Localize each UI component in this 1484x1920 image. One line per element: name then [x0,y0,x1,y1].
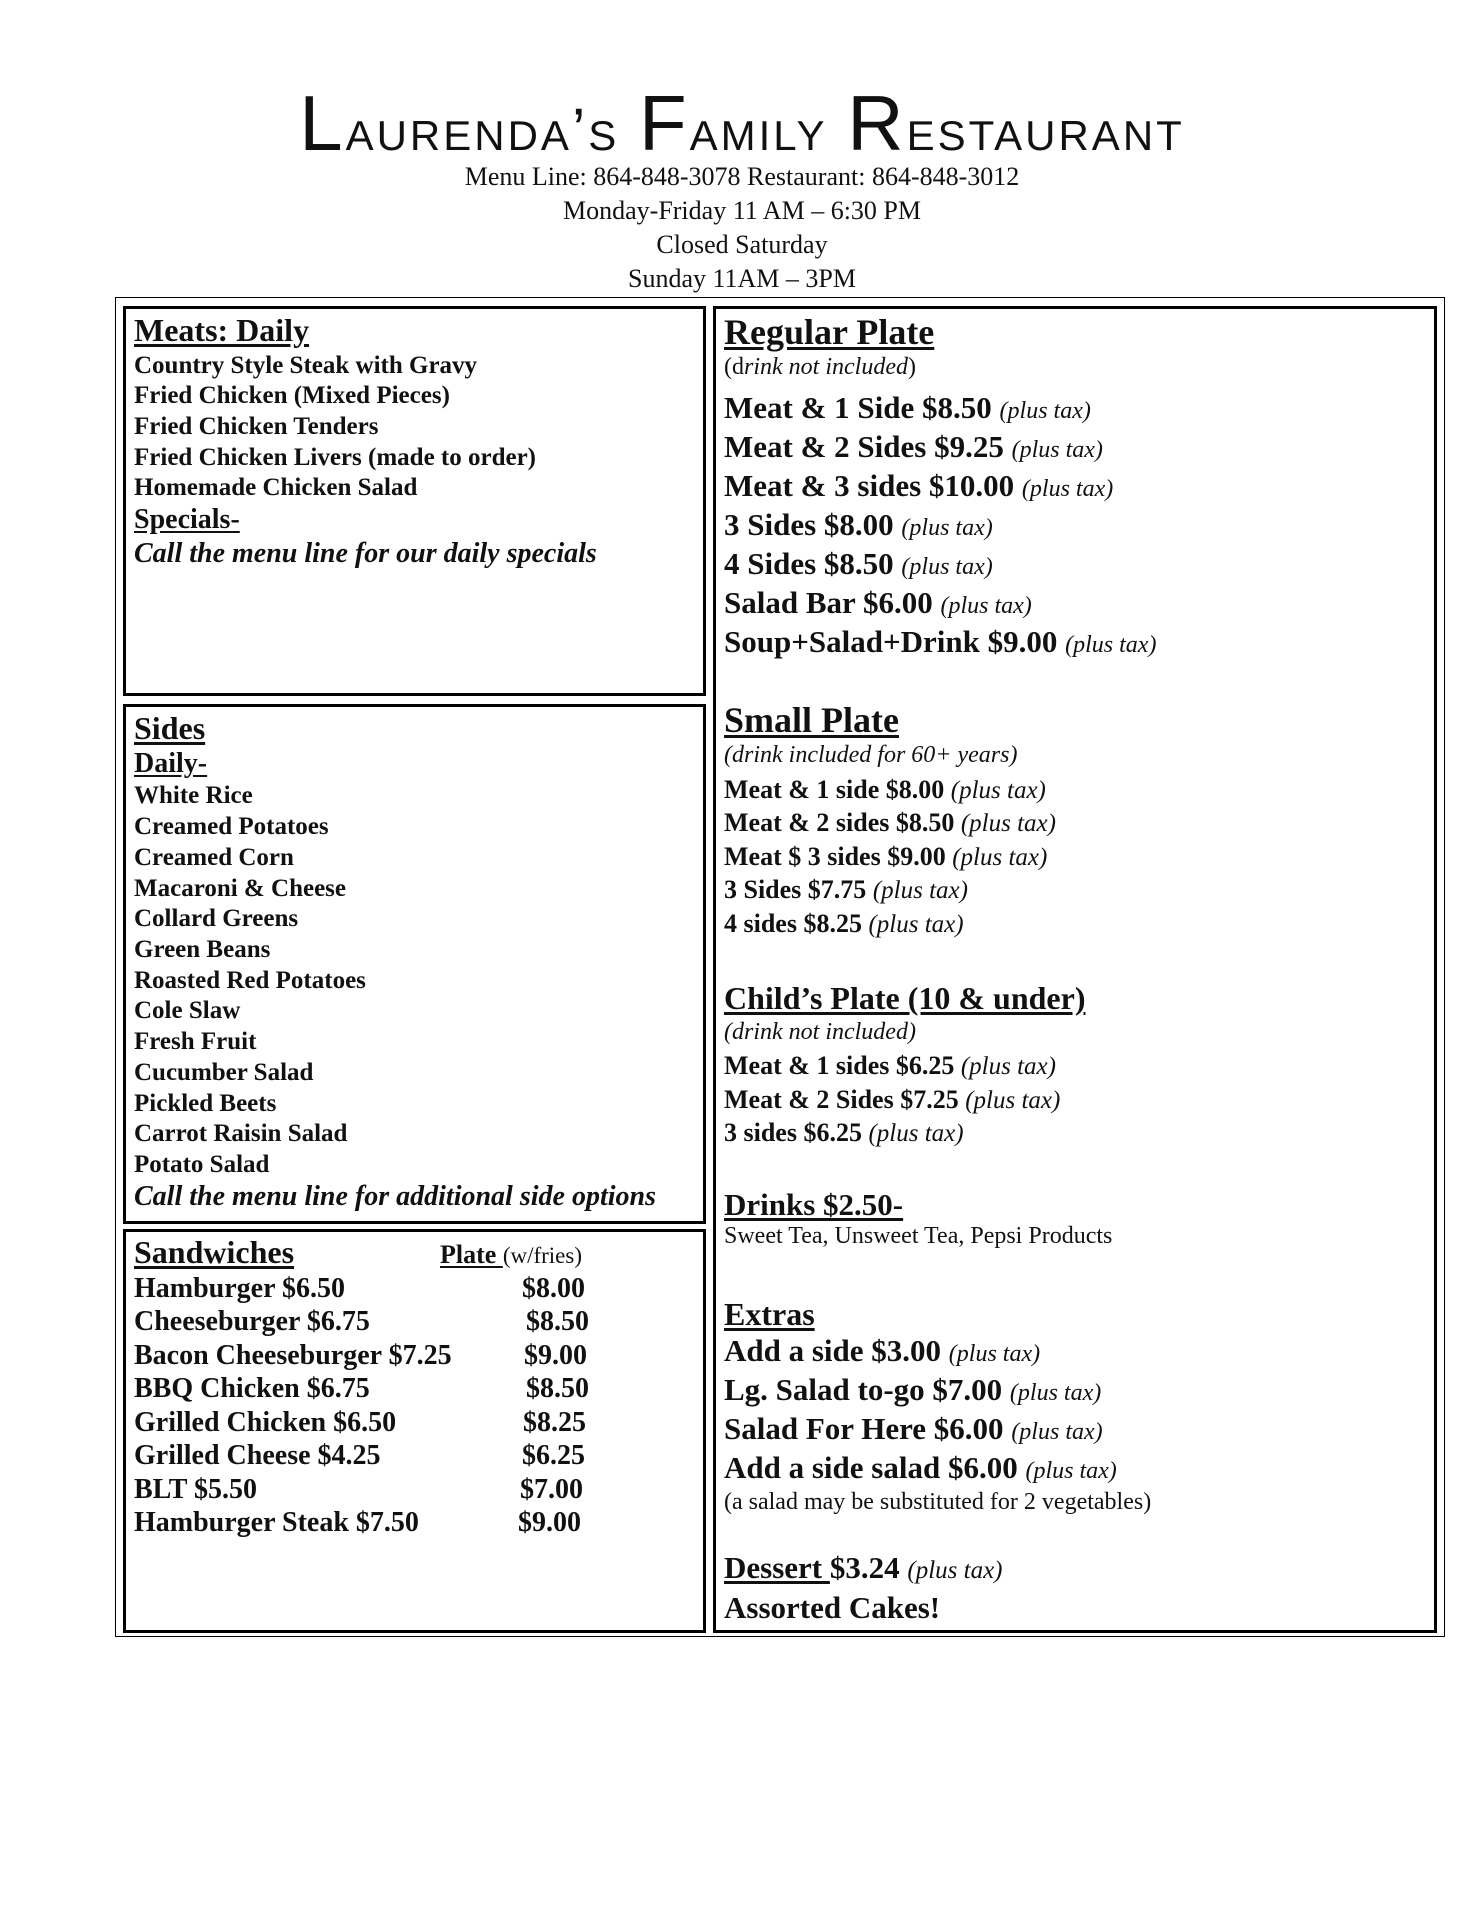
regular-plate-item: Salad Bar $6.00 (plus tax) [724,585,1032,620]
sandwich-name: Grilled Cheese $4.25 [134,1440,381,1471]
side-item: Creamed Corn [134,844,294,871]
small-plate-item: 4 sides $8.25 (plus tax) [724,909,964,938]
regular-plate-item: Soup+Salad+Drink $9.00 (plus tax) [724,624,1157,659]
small-plate-item: Meat & 1 side $8.00 (plus tax) [724,775,1046,804]
side-item: Cole Slaw [134,997,241,1024]
hours-sunday: Sunday 11AM – 3PM [627,264,856,293]
extras-item: Add a side $3.00 (plus tax) [724,1333,1041,1368]
regular-plate-item: 3 Sides $8.00 (plus tax) [724,507,993,542]
regular-plate-note: (drink not included) [724,354,916,380]
side-item: Macaroni & Cheese [134,875,346,902]
sandwich-plate-price: $7.00 [520,1474,583,1505]
extras-note: (a salad may be substituted for 2 vegetables) [724,1489,1152,1515]
side-item: Green Beans [134,936,271,963]
dessert-subline: Assorted Cakes! [724,1590,941,1625]
sandwich-plate-price: $8.00 [522,1273,585,1304]
side-item: Cucumber Salad [134,1059,314,1086]
plate-header: Plate (w/fries) [440,1240,582,1269]
drinks-list: Sweet Tea, Unsweet Tea, Pepsi Products [724,1223,1113,1249]
sandwich-plate-price: $8.25 [523,1407,586,1438]
meats-heading: Meats: Daily [134,312,310,348]
regular-plate-item: Meat & 2 Sides $9.25 (plus tax) [724,429,1103,464]
regular-plate-item: Meat & 1 Side $8.50 (plus tax) [724,390,1091,425]
side-item: Fresh Fruit [134,1028,257,1055]
child-plate-item: Meat & 2 Sides $7.25 (plus tax) [724,1085,1061,1114]
side-item: Carrot Raisin Salad [134,1120,348,1147]
specials-note: Call the menu line for our daily specials [134,538,597,569]
child-plate-item: Meat & 1 sides $6.25 (plus tax) [724,1051,1056,1080]
regular-plate-item: Meat & 3 sides $10.00 (plus tax) [724,468,1114,503]
small-plate-note: (drink included for 60+ years) [724,742,1018,768]
extras-heading: Extras [724,1296,815,1332]
phone-numbers: Menu Line: 864-848-3078 Restaurant: 864-848-3012 [464,162,1020,191]
side-item: White Rice [134,782,253,809]
child-plate-heading: Child’s Plate (10 & under) [724,980,1086,1016]
sandwiches-heading: Sandwiches [134,1234,295,1270]
sandwich-plate-price: $8.50 [526,1306,589,1337]
restaurant-title: Laurenda’s Family Restaurant [299,79,1185,167]
meat-item: Fried Chicken Livers (made to order) [134,444,537,471]
sandwich-plate-price: $6.25 [522,1440,585,1471]
sandwich-name: Cheeseburger $6.75 [134,1306,370,1337]
small-plate-item: Meat & 2 sides $8.50 (plus tax) [724,808,1056,837]
sides-note: Call the menu line for additional side options [134,1181,656,1212]
sides-heading: Sides [134,710,206,746]
sandwich-plate-price: $8.50 [526,1373,589,1404]
sandwich-name: Bacon Cheeseburger $7.25 [134,1340,452,1371]
extras-item: Add a side salad $6.00 (plus tax) [724,1450,1117,1485]
meat-item: Country Style Steak with Gravy [134,352,478,379]
side-item: Collard Greens [134,905,299,932]
regular-plate-heading: Regular Plate [724,312,935,352]
side-item: Potato Salad [134,1151,270,1178]
small-plate-item: 3 Sides $7.75 (plus tax) [724,875,968,904]
sandwich-plate-price: $9.00 [524,1340,587,1371]
extras-item: Salad For Here $6.00 (plus tax) [724,1411,1103,1446]
meat-item: Homemade Chicken Salad [134,474,418,501]
side-item: Creamed Potatoes [134,813,329,840]
sandwich-name: Hamburger Steak $7.50 [134,1507,419,1538]
hours-weekday: Monday-Friday 11 AM – 6:30 PM [563,196,921,225]
meat-item: Fried Chicken Tenders [134,413,379,440]
hours-saturday: Closed Saturday [656,230,828,259]
sandwich-name: BLT $5.50 [134,1474,257,1505]
dessert-line: Dessert $3.24 (plus tax) [724,1550,1003,1585]
sandwich-name: Grilled Chicken $6.50 [134,1407,397,1438]
meat-item: Fried Chicken (Mixed Pieces) [134,382,450,409]
sandwich-plate-price: $9.00 [518,1507,581,1538]
regular-plate-item: 4 Sides $8.50 (plus tax) [724,546,993,581]
sandwich-name: BBQ Chicken $6.75 [134,1373,370,1404]
sandwich-name: Hamburger $6.50 [134,1273,346,1304]
side-item: Pickled Beets [134,1090,277,1117]
side-item: Roasted Red Potatoes [134,967,366,994]
extras-item: Lg. Salad to-go $7.00 (plus tax) [724,1372,1102,1407]
drinks-heading: Drinks $2.50- [724,1187,904,1222]
sides-daily-label: Daily- [134,748,208,779]
small-plate-item: Meat $ 3 sides $9.00 (plus tax) [724,842,1048,871]
small-plate-heading: Small Plate [724,700,899,740]
child-plate-note: (drink not included) [724,1019,916,1045]
child-plate-item: 3 sides $6.25 (plus tax) [724,1118,964,1147]
specials-heading: Specials- [134,504,240,535]
